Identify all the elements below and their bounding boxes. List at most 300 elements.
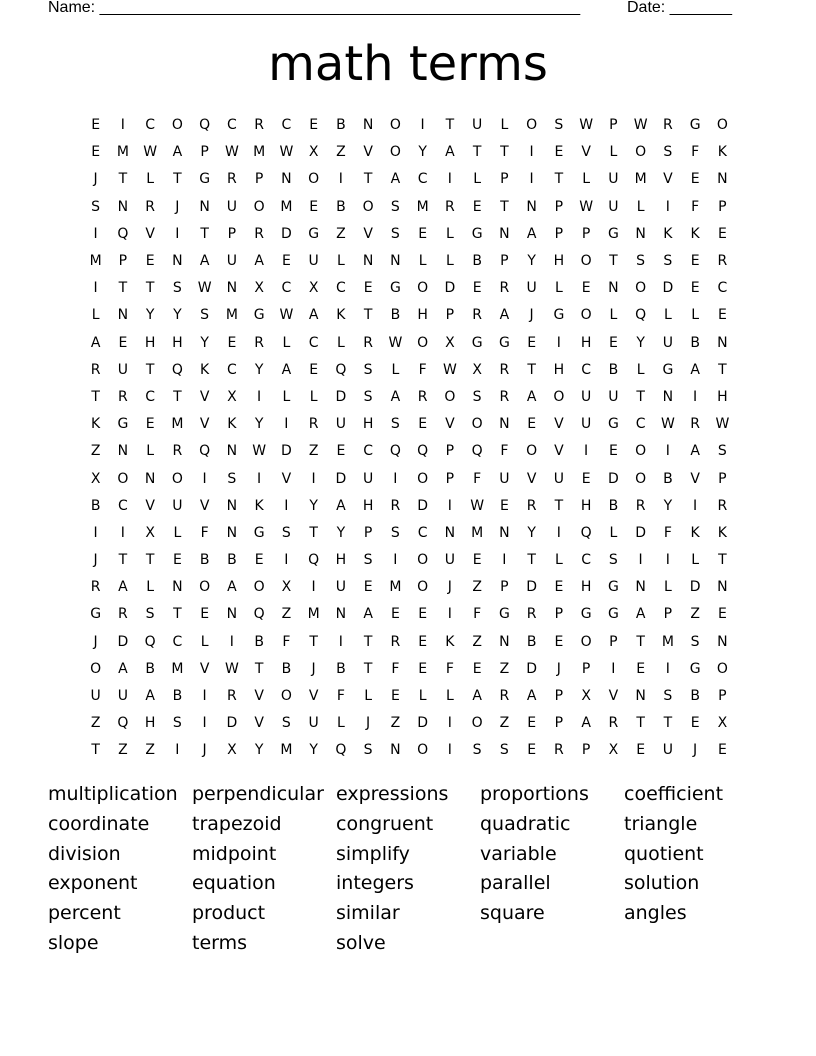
grid-letter[interactable]: Y: [527, 253, 536, 270]
grid-letter[interactable]: U: [608, 198, 619, 215]
grid-letter[interactable]: I: [202, 715, 207, 732]
grid-letter[interactable]: I: [284, 416, 289, 433]
grid-letter[interactable]: N: [226, 524, 238, 541]
grid-letter[interactable]: M: [307, 606, 320, 623]
grid-letter[interactable]: R: [690, 416, 700, 433]
grid-letter[interactable]: I: [665, 443, 670, 460]
grid-letter[interactable]: N: [635, 225, 646, 242]
grid-letter[interactable]: T: [472, 144, 482, 161]
grid-letter[interactable]: L: [609, 524, 618, 541]
grid-letter[interactable]: P: [554, 715, 564, 732]
grid-letter[interactable]: I: [693, 388, 698, 405]
grid-letter[interactable]: Z: [90, 715, 101, 732]
grid-letter[interactable]: B: [336, 660, 346, 677]
grid-letter[interactable]: J: [529, 307, 534, 324]
grid-letter[interactable]: L: [663, 307, 672, 324]
grid-letter[interactable]: E: [145, 253, 155, 270]
grid-letter[interactable]: M: [471, 524, 484, 541]
grid-letter[interactable]: L: [500, 117, 509, 134]
grid-letter[interactable]: N: [199, 198, 210, 215]
grid-letter[interactable]: B: [608, 497, 619, 514]
grid-letter[interactable]: M: [225, 307, 238, 324]
grid-letter[interactable]: P: [663, 606, 673, 623]
grid-letter[interactable]: P: [718, 688, 727, 705]
grid-letter[interactable]: V: [145, 497, 155, 514]
grid-letter[interactable]: O: [417, 470, 429, 487]
grid-letter[interactable]: Q: [171, 361, 183, 378]
grid-letter[interactable]: S: [363, 388, 373, 405]
grid-letter[interactable]: V: [690, 470, 700, 487]
grid-letter[interactable]: E: [118, 334, 128, 351]
grid-letter[interactable]: H: [362, 497, 374, 514]
grid-letter[interactable]: O: [417, 579, 429, 596]
grid-letter[interactable]: O: [580, 307, 592, 324]
grid-letter[interactable]: D: [526, 660, 538, 677]
grid-letter[interactable]: K: [445, 633, 455, 650]
grid-letter[interactable]: S: [663, 144, 673, 161]
grid-letter[interactable]: I: [175, 225, 180, 242]
grid-letter[interactable]: G: [580, 606, 592, 623]
grid-letter[interactable]: T: [500, 144, 509, 161]
grid-letter[interactable]: J: [556, 660, 561, 677]
grid-letter[interactable]: N: [335, 606, 347, 623]
grid-letter[interactable]: L: [554, 280, 563, 297]
grid-letter[interactable]: O: [580, 633, 592, 650]
grid-letter[interactable]: C: [363, 443, 374, 460]
grid-letter[interactable]: W: [579, 117, 594, 134]
grid-letter[interactable]: T: [527, 361, 536, 378]
grid-letter[interactable]: E: [581, 280, 591, 297]
grid-letter[interactable]: E: [690, 253, 700, 270]
grid-letter[interactable]: F: [391, 660, 400, 677]
grid-letter[interactable]: P: [227, 225, 237, 242]
grid-letter[interactable]: R: [526, 497, 537, 514]
grid-letter[interactable]: T: [200, 225, 209, 242]
grid-letter[interactable]: E: [309, 361, 319, 378]
grid-letter[interactable]: S: [608, 552, 618, 569]
grid-letter[interactable]: T: [118, 552, 128, 569]
grid-letter[interactable]: P: [609, 633, 618, 650]
grid-letter[interactable]: U: [472, 117, 483, 134]
grid-letter[interactable]: N: [390, 742, 401, 759]
grid-letter[interactable]: R: [227, 171, 237, 188]
grid-letter[interactable]: I: [638, 552, 643, 569]
grid-letter[interactable]: B: [90, 497, 101, 514]
grid-letter[interactable]: R: [172, 443, 183, 460]
grid-letter[interactable]: G: [607, 225, 619, 242]
grid-letter[interactable]: I: [529, 144, 534, 161]
grid-letter[interactable]: L: [200, 633, 209, 650]
grid-letter[interactable]: E: [472, 660, 482, 677]
grid-letter[interactable]: I: [120, 524, 125, 541]
grid-letter[interactable]: E: [390, 688, 400, 705]
grid-letter[interactable]: X: [90, 470, 101, 487]
grid-letter[interactable]: G: [90, 606, 102, 623]
grid-letter[interactable]: X: [717, 715, 728, 732]
grid-letter[interactable]: Z: [308, 443, 319, 460]
grid-letter[interactable]: V: [199, 388, 210, 405]
grid-letter[interactable]: I: [611, 660, 616, 677]
grid-letter[interactable]: L: [663, 579, 672, 596]
grid-letter[interactable]: G: [689, 117, 701, 134]
grid-letter[interactable]: C: [281, 280, 292, 297]
grid-letter[interactable]: E: [363, 579, 373, 596]
grid-letter[interactable]: E: [717, 742, 727, 759]
grid-letter[interactable]: R: [608, 715, 619, 732]
grid-letter[interactable]: R: [390, 633, 401, 650]
grid-letter[interactable]: B: [336, 117, 346, 134]
grid-letter[interactable]: X: [227, 742, 237, 759]
grid-letter[interactable]: Q: [117, 225, 129, 242]
grid-letter[interactable]: E: [690, 280, 700, 297]
grid-letter[interactable]: G: [607, 606, 619, 623]
grid-letter[interactable]: S: [472, 742, 482, 759]
grid-letter[interactable]: G: [199, 171, 211, 188]
grid-letter[interactable]: N: [717, 334, 728, 351]
grid-letter[interactable]: S: [636, 253, 646, 270]
grid-letter[interactable]: O: [308, 171, 320, 188]
grid-letter[interactable]: B: [254, 633, 264, 650]
grid-letter[interactable]: E: [281, 253, 291, 270]
grid-letter[interactable]: R: [499, 280, 510, 297]
grid-letter[interactable]: N: [526, 198, 537, 215]
grid-letter[interactable]: Z: [499, 660, 510, 677]
grid-letter[interactable]: S: [172, 280, 182, 297]
grid-letter[interactable]: V: [254, 688, 264, 705]
grid-letter[interactable]: G: [689, 660, 701, 677]
grid-letter[interactable]: T: [554, 497, 564, 514]
grid-letter[interactable]: D: [444, 280, 456, 297]
grid-letter[interactable]: G: [389, 280, 401, 297]
grid-letter[interactable]: G: [471, 334, 483, 351]
grid-letter[interactable]: K: [91, 416, 101, 433]
grid-letter[interactable]: A: [227, 579, 237, 596]
grid-letter[interactable]: N: [717, 633, 728, 650]
grid-letter[interactable]: B: [145, 660, 155, 677]
grid-letter[interactable]: B: [663, 470, 673, 487]
grid-letter[interactable]: D: [335, 470, 347, 487]
grid-letter[interactable]: O: [389, 117, 401, 134]
grid-letter[interactable]: H: [553, 361, 565, 378]
grid-letter[interactable]: U: [308, 253, 319, 270]
grid-letter[interactable]: C: [581, 361, 592, 378]
grid-letter[interactable]: L: [445, 225, 454, 242]
grid-letter[interactable]: L: [336, 334, 345, 351]
grid-letter[interactable]: R: [445, 198, 455, 215]
grid-letter[interactable]: P: [718, 470, 727, 487]
grid-letter[interactable]: L: [173, 524, 182, 541]
grid-letter[interactable]: D: [662, 280, 674, 297]
grid-letter[interactable]: Z: [390, 715, 401, 732]
grid-letter[interactable]: N: [499, 524, 510, 541]
grid-letter[interactable]: I: [556, 334, 561, 351]
grid-letter[interactable]: T: [118, 280, 128, 297]
grid-letter[interactable]: Y: [418, 144, 427, 161]
grid-letter[interactable]: P: [554, 198, 564, 215]
grid-letter[interactable]: G: [253, 524, 265, 541]
grid-letter[interactable]: L: [418, 688, 427, 705]
grid-letter[interactable]: J: [693, 742, 698, 759]
grid-letter[interactable]: A: [390, 171, 401, 188]
grid-letter[interactable]: G: [553, 307, 565, 324]
grid-letter[interactable]: I: [93, 524, 98, 541]
grid-letter[interactable]: N: [226, 443, 238, 460]
grid-letter[interactable]: U: [662, 334, 673, 351]
grid-letter[interactable]: O: [635, 470, 647, 487]
grid-letter[interactable]: L: [691, 307, 700, 324]
grid-letter[interactable]: E: [527, 742, 537, 759]
grid-letter[interactable]: S: [390, 524, 400, 541]
grid-letter[interactable]: G: [498, 334, 510, 351]
grid-letter[interactable]: T: [609, 253, 618, 270]
grid-letter[interactable]: L: [445, 688, 454, 705]
grid-letter[interactable]: E: [554, 633, 564, 650]
grid-letter[interactable]: W: [715, 416, 730, 433]
grid-letter[interactable]: D: [417, 497, 429, 514]
grid-letter[interactable]: P: [445, 443, 455, 460]
grid-letter[interactable]: U: [499, 470, 510, 487]
grid-letter[interactable]: B: [472, 253, 482, 270]
grid-letter[interactable]: C: [172, 633, 183, 650]
grid-letter[interactable]: M: [253, 144, 266, 161]
grid-letter[interactable]: I: [311, 579, 316, 596]
grid-letter[interactable]: P: [500, 253, 509, 270]
grid-letter[interactable]: E: [581, 470, 591, 487]
grid-letter[interactable]: E: [91, 144, 101, 161]
grid-letter[interactable]: H: [580, 334, 592, 351]
grid-letter[interactable]: E: [636, 660, 646, 677]
grid-letter[interactable]: K: [717, 144, 727, 161]
grid-letter[interactable]: E: [418, 416, 428, 433]
grid-letter[interactable]: T: [254, 660, 264, 677]
grid-letter[interactable]: R: [635, 497, 646, 514]
grid-letter[interactable]: M: [171, 416, 184, 433]
grid-letter[interactable]: O: [199, 579, 211, 596]
grid-letter[interactable]: J: [311, 660, 316, 677]
grid-letter[interactable]: L: [691, 552, 700, 569]
grid-letter[interactable]: N: [281, 171, 292, 188]
grid-letter[interactable]: T: [500, 198, 509, 215]
grid-letter[interactable]: I: [665, 198, 670, 215]
grid-letter[interactable]: E: [527, 715, 537, 732]
grid-letter[interactable]: P: [200, 144, 209, 161]
grid-letter[interactable]: H: [172, 334, 183, 351]
grid-letter[interactable]: A: [526, 388, 537, 405]
grid-letter[interactable]: O: [90, 660, 102, 677]
grid-letter[interactable]: H: [362, 416, 374, 433]
grid-letter[interactable]: F: [473, 606, 482, 623]
grid-letter[interactable]: O: [117, 470, 129, 487]
grid-letter[interactable]: U: [608, 388, 619, 405]
grid-letter[interactable]: I: [338, 633, 343, 650]
grid-letter[interactable]: N: [499, 633, 510, 650]
grid-letter[interactable]: S: [717, 443, 727, 460]
grid-letter[interactable]: I: [393, 552, 398, 569]
grid-letter[interactable]: P: [581, 660, 591, 677]
grid-letter[interactable]: D: [280, 225, 292, 242]
grid-letter[interactable]: N: [635, 579, 646, 596]
grid-letter[interactable]: O: [526, 443, 538, 460]
grid-letter[interactable]: E: [418, 660, 428, 677]
grid-letter[interactable]: D: [607, 470, 619, 487]
grid-letter[interactable]: M: [280, 198, 293, 215]
grid-letter[interactable]: C: [717, 280, 728, 297]
grid-letter[interactable]: A: [118, 579, 128, 596]
grid-letter[interactable]: R: [717, 497, 728, 514]
grid-letter[interactable]: S: [390, 416, 400, 433]
grid-letter[interactable]: C: [417, 171, 428, 188]
grid-letter[interactable]: L: [445, 253, 454, 270]
grid-letter[interactable]: A: [172, 144, 183, 161]
grid-letter[interactable]: I: [257, 470, 262, 487]
grid-letter[interactable]: N: [117, 198, 129, 215]
grid-letter[interactable]: P: [363, 524, 373, 541]
grid-letter[interactable]: E: [717, 307, 727, 324]
grid-letter[interactable]: A: [390, 388, 401, 405]
grid-letter[interactable]: R: [417, 388, 428, 405]
grid-letter[interactable]: R: [254, 117, 264, 134]
grid-letter[interactable]: X: [254, 280, 264, 297]
grid-letter[interactable]: M: [280, 742, 293, 759]
grid-letter[interactable]: R: [663, 117, 673, 134]
grid-letter[interactable]: O: [280, 688, 292, 705]
grid-letter[interactable]: Q: [580, 524, 592, 541]
grid-letter[interactable]: E: [309, 117, 319, 134]
grid-letter[interactable]: I: [665, 552, 670, 569]
grid-letter[interactable]: V: [199, 497, 210, 514]
grid-letter[interactable]: O: [444, 388, 456, 405]
grid-letter[interactable]: Z: [499, 715, 510, 732]
grid-letter[interactable]: C: [226, 117, 237, 134]
grid-letter[interactable]: Q: [199, 443, 211, 460]
grid-letter[interactable]: I: [338, 171, 343, 188]
grid-letter[interactable]: E: [363, 280, 373, 297]
grid-letter[interactable]: U: [581, 388, 592, 405]
grid-letter[interactable]: K: [227, 416, 237, 433]
grid-letter[interactable]: O: [253, 198, 265, 215]
grid-letter[interactable]: E: [254, 552, 264, 569]
grid-letter[interactable]: L: [282, 334, 291, 351]
grid-letter[interactable]: R: [472, 307, 482, 324]
grid-letter[interactable]: M: [116, 144, 129, 161]
grid-letter[interactable]: T: [363, 171, 373, 188]
grid-letter[interactable]: G: [662, 361, 674, 378]
grid-letter[interactable]: W: [279, 307, 294, 324]
grid-letter[interactable]: E: [554, 144, 564, 161]
grid-letter[interactable]: T: [363, 307, 373, 324]
grid-letter[interactable]: G: [117, 416, 129, 433]
grid-letter[interactable]: S: [363, 552, 373, 569]
grid-letter[interactable]: S: [390, 225, 400, 242]
grid-letter[interactable]: E: [499, 497, 509, 514]
grid-letter[interactable]: Z: [472, 633, 482, 650]
grid-letter[interactable]: L: [473, 171, 482, 188]
grid-letter[interactable]: P: [445, 470, 455, 487]
grid-letter[interactable]: W: [660, 416, 675, 433]
grid-letter[interactable]: D: [117, 633, 129, 650]
grid-letter[interactable]: S: [472, 388, 482, 405]
grid-letter[interactable]: L: [91, 307, 100, 324]
grid-letter[interactable]: B: [390, 307, 401, 324]
grid-letter[interactable]: T: [173, 171, 182, 188]
grid-letter[interactable]: J: [93, 171, 98, 188]
grid-letter[interactable]: R: [554, 742, 564, 759]
grid-letter[interactable]: Y: [254, 742, 264, 759]
grid-letter[interactable]: R: [390, 497, 401, 514]
grid-letter[interactable]: V: [526, 470, 537, 487]
grid-letter[interactable]: E: [172, 552, 182, 569]
grid-letter[interactable]: W: [579, 198, 594, 215]
grid-letter[interactable]: A: [199, 253, 210, 270]
grid-letter[interactable]: H: [335, 552, 347, 569]
grid-letter[interactable]: T: [554, 171, 564, 188]
grid-letter[interactable]: E: [336, 443, 346, 460]
grid-letter[interactable]: B: [227, 552, 237, 569]
grid-letter[interactable]: L: [609, 307, 618, 324]
grid-letter[interactable]: L: [636, 198, 645, 215]
grid-letter[interactable]: T: [309, 524, 318, 541]
grid-letter[interactable]: T: [145, 280, 155, 297]
grid-letter[interactable]: S: [172, 715, 182, 732]
grid-letter[interactable]: L: [364, 688, 373, 705]
grid-letter[interactable]: L: [309, 388, 318, 405]
grid-letter[interactable]: H: [144, 715, 156, 732]
grid-letter[interactable]: T: [118, 171, 128, 188]
grid-letter[interactable]: U: [581, 416, 592, 433]
grid-letter[interactable]: Q: [335, 742, 347, 759]
grid-letter[interactable]: Q: [471, 443, 483, 460]
grid-letter[interactable]: E: [608, 443, 618, 460]
grid-letter[interactable]: P: [581, 742, 591, 759]
grid-letter[interactable]: F: [282, 633, 291, 650]
grid-letter[interactable]: T: [309, 633, 318, 650]
grid-letter[interactable]: C: [335, 280, 346, 297]
grid-letter[interactable]: W: [633, 117, 648, 134]
grid-letter[interactable]: X: [145, 524, 155, 541]
grid-letter[interactable]: C: [581, 552, 592, 569]
grid-letter[interactable]: E: [145, 416, 155, 433]
grid-letter[interactable]: U: [335, 579, 346, 596]
grid-letter[interactable]: U: [117, 688, 128, 705]
grid-letter[interactable]: G: [498, 606, 510, 623]
grid-letter[interactable]: O: [635, 144, 647, 161]
grid-letter[interactable]: O: [716, 660, 728, 677]
grid-letter[interactable]: N: [444, 524, 456, 541]
grid-letter[interactable]: O: [253, 579, 265, 596]
grid-letter[interactable]: P: [581, 225, 591, 242]
grid-letter[interactable]: X: [445, 334, 455, 351]
grid-letter[interactable]: P: [254, 171, 264, 188]
grid-letter[interactable]: K: [663, 225, 673, 242]
grid-letter[interactable]: C: [226, 361, 237, 378]
grid-letter[interactable]: C: [308, 334, 319, 351]
grid-letter[interactable]: K: [336, 307, 346, 324]
grid-letter[interactable]: J: [93, 552, 98, 569]
grid-letter[interactable]: Q: [335, 361, 347, 378]
grid-letter[interactable]: I: [447, 171, 452, 188]
grid-letter[interactable]: O: [635, 443, 647, 460]
grid-letter[interactable]: L: [554, 552, 563, 569]
grid-letter[interactable]: E: [418, 225, 428, 242]
grid-letter[interactable]: N: [117, 443, 129, 460]
grid-letter[interactable]: T: [173, 606, 182, 623]
grid-letter[interactable]: N: [362, 117, 374, 134]
grid-letter[interactable]: K: [200, 361, 210, 378]
grid-letter[interactable]: S: [145, 606, 155, 623]
grid-letter[interactable]: Y: [636, 334, 645, 351]
grid-letter[interactable]: V: [445, 416, 455, 433]
grid-letter[interactable]: K: [254, 497, 264, 514]
